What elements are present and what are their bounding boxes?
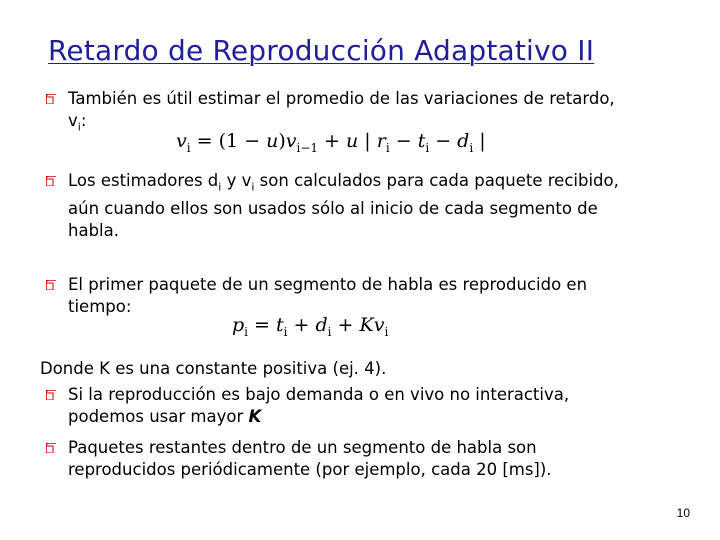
bullet-on-demand (68, 384, 569, 428)
bullet-text-line: Paquetes restantes dentro de un segmento de habla son (68, 438, 537, 457)
bullet-text-line: podemos usar mayor K (68, 407, 262, 426)
bullet-text-line: tiempo: (68, 297, 132, 316)
bullet-estimators (68, 170, 619, 242)
bullet-icon (46, 390, 56, 400)
bullet-first-packet (68, 274, 587, 318)
constant-note: Donde K es una constante positiva (ej. 4). (40, 359, 387, 378)
subscript: i (77, 120, 81, 134)
bullet-remaining-packets (68, 437, 552, 481)
bullet-icon (46, 94, 56, 104)
bullet-text-line: También es útil estimar el promedio de las variaciones de retardo, (68, 89, 615, 108)
bullet-text-line: Los estimadores $d_i$ y $v_i$ son calculados para cada paquete recibido, (68, 171, 619, 194)
bullet-icon (46, 176, 56, 186)
bullet-text-line: reproducidos periódicamente (por ejemplo, cada 20 [ms]). (68, 460, 552, 479)
page-number: 10 (676, 506, 690, 520)
variable-v: v (68, 111, 78, 130)
bullet-text-line: Si la reproducción es bajo demanda o en vivo no interactiva, (68, 385, 570, 404)
bullet-text-line: El primer paquete de un segmento de habla es reproducido en (68, 275, 588, 294)
formula-variation: $v_i = (1 - u)v_{i-1} + u$ | $r_i - t_i - d_i$ | (176, 130, 486, 155)
bullet-icon (46, 443, 56, 453)
bullet-icon (46, 280, 56, 290)
bullet-text-line: habla. (68, 221, 119, 241)
formula-playout: $p_i = t_i + d_i + Kv_i$ (232, 314, 389, 339)
colon: : (80, 111, 87, 130)
slide-title: Retardo de Reproducción Adaptativo II (48, 34, 595, 67)
bullet-text-line: aún cuando ellos son usados sólo al inicio de cada segmento de (68, 199, 598, 219)
